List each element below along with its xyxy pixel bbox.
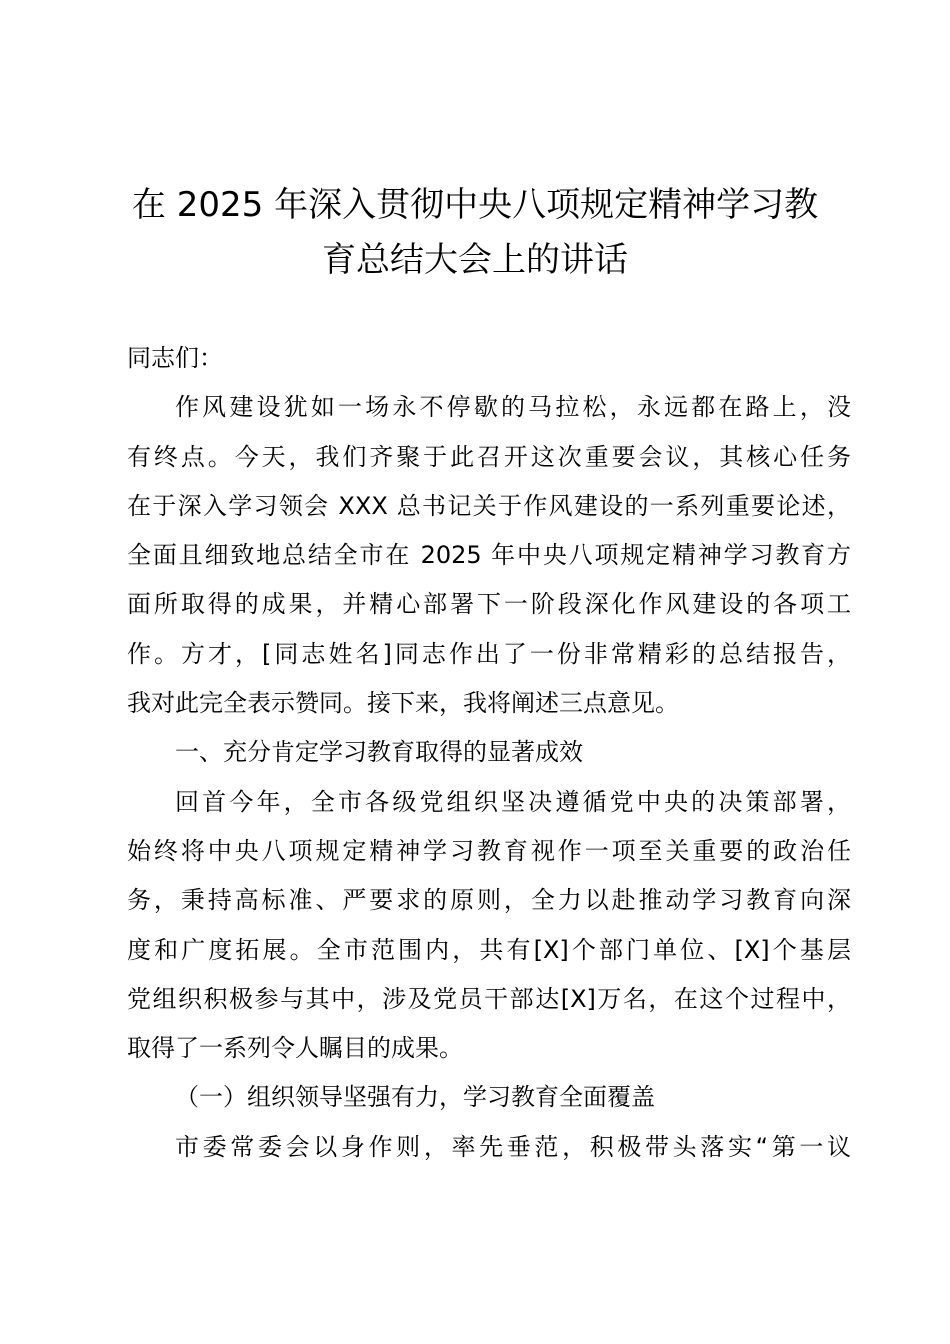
intro-line-6: 作。方才，[同志姓名]同志作出了一份非常精彩的总结报告， bbox=[127, 639, 851, 668]
salutation: 同志们： bbox=[127, 344, 223, 372]
subsection-1-paragraph bbox=[127, 1123, 851, 1172]
intro-line-7: 我对此完全表示赞同。接下来，我将阐述三点意见。 bbox=[127, 689, 679, 718]
section-1-paragraph bbox=[127, 778, 851, 1074]
intro-line-1: 作风建设犹如一场永不停歇的马拉松，永远都在路上，没 bbox=[175, 393, 851, 422]
section-1-line-4: 度和广度拓展。全市范围内，共有[X]个部门单位、[X]个基层 bbox=[127, 935, 851, 964]
intro-line-5: 面所取得的成果，并精心部署下一阶段深化作风建设的各项工 bbox=[127, 590, 851, 619]
section-1-line-3: 务，秉持高标准、严要求的原则，全力以赴推动学习教育向深 bbox=[127, 886, 851, 915]
intro-line-3: 在于深入学习领会 XXX 总书记关于作风建设的一系列重要论述， bbox=[127, 491, 851, 520]
title-line-2: 育总结大会上的讲话 bbox=[322, 240, 628, 280]
document-title bbox=[110, 178, 840, 288]
intro-line-4: 全面且细致地总结全市在 2025 年中央八项规定精神学习教育方 bbox=[127, 541, 851, 570]
subsection-1-line-1: 市委常委会以身作则，率先垂范，积极带头落实“第一议 bbox=[175, 1132, 851, 1161]
section-1-heading: 一、充分肯定学习教育取得的显著成效 bbox=[175, 738, 583, 767]
section-1-line-6: 取得了一系列令人瞩目的成果。 bbox=[127, 1034, 463, 1063]
intro-line-2: 有终点。今天，我们齐聚于此召开这次重要会议，其核心任务 bbox=[127, 442, 851, 471]
intro-paragraph bbox=[127, 383, 851, 728]
section-1-line-5: 党组织积极参与其中，涉及党员干部达[X]万名，在这个过程中， bbox=[127, 984, 851, 1013]
section-1-line-2: 始终将中央八项规定精神学习教育视作一项至关重要的政治任 bbox=[127, 836, 851, 865]
title-line-1: 在 2025 年深入贯彻中央八项规定精神学习教 bbox=[131, 185, 819, 225]
section-1-line-1: 回首今年，全市各级党组织坚决遵循党中央的决策部署， bbox=[175, 787, 851, 816]
subsection-1-heading: （一）组织领导坚强有力，学习教育全面覆盖 bbox=[175, 1083, 655, 1112]
document-body bbox=[127, 334, 851, 1172]
